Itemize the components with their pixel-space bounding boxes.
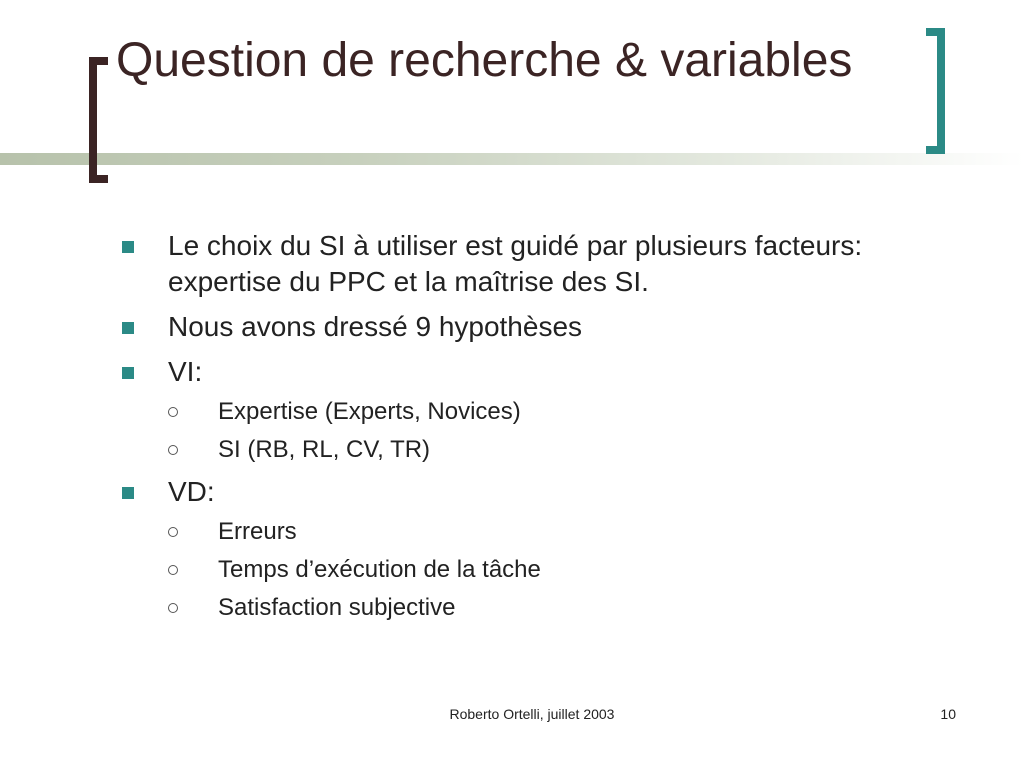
bullet-text: VD: (168, 476, 215, 507)
bullet-item (120, 309, 940, 345)
sub-bullet-text: Temps d’exécution de la tâche (218, 556, 541, 583)
square-bullet-icon (122, 322, 134, 334)
circle-bullet-icon (168, 445, 178, 455)
sub-bullet-text: Erreurs (218, 518, 297, 545)
sub-bullet-list (168, 517, 940, 623)
sub-bullet-item (168, 555, 940, 585)
circle-bullet-icon (168, 527, 178, 537)
bullet-list (120, 228, 940, 623)
slide-title: Question de recherche & variables (116, 34, 853, 87)
sub-bullet-text: Expertise (Experts, Novices) (218, 398, 521, 425)
page-number: 10 (940, 706, 956, 722)
sub-bullet-text: SI (RB, RL, CV, TR) (218, 436, 431, 463)
bullet-text: Le choix du SI à utiliser est guidé par plusieurs facteurs: expertise du PPC et la maîtrise des SI. (168, 230, 863, 297)
square-bullet-icon (122, 241, 134, 253)
sub-bullet-item (168, 593, 940, 623)
sub-bullet-item (168, 397, 940, 427)
square-bullet-icon (122, 487, 134, 499)
circle-bullet-icon (168, 565, 178, 575)
title-underline-bar (0, 153, 1024, 165)
bullet-text: VI: (168, 356, 203, 387)
bullet-item (120, 228, 940, 300)
square-bullet-icon (122, 367, 134, 379)
circle-bullet-icon (168, 407, 178, 417)
left-bracket-decoration (89, 57, 108, 183)
sub-bullet-text: Satisfaction subjective (218, 594, 456, 621)
right-bracket-decoration (926, 28, 945, 154)
bullet-item (120, 354, 940, 465)
bullet-item (120, 474, 940, 623)
bullet-text: Nous avons dressé 9 hypothèses (168, 311, 583, 342)
sub-bullet-item (168, 435, 940, 465)
sub-bullet-item (168, 517, 940, 547)
circle-bullet-icon (168, 603, 178, 613)
sub-bullet-list (168, 397, 940, 465)
footer-author-date: Roberto Ortelli, juillet 2003 (449, 706, 615, 722)
